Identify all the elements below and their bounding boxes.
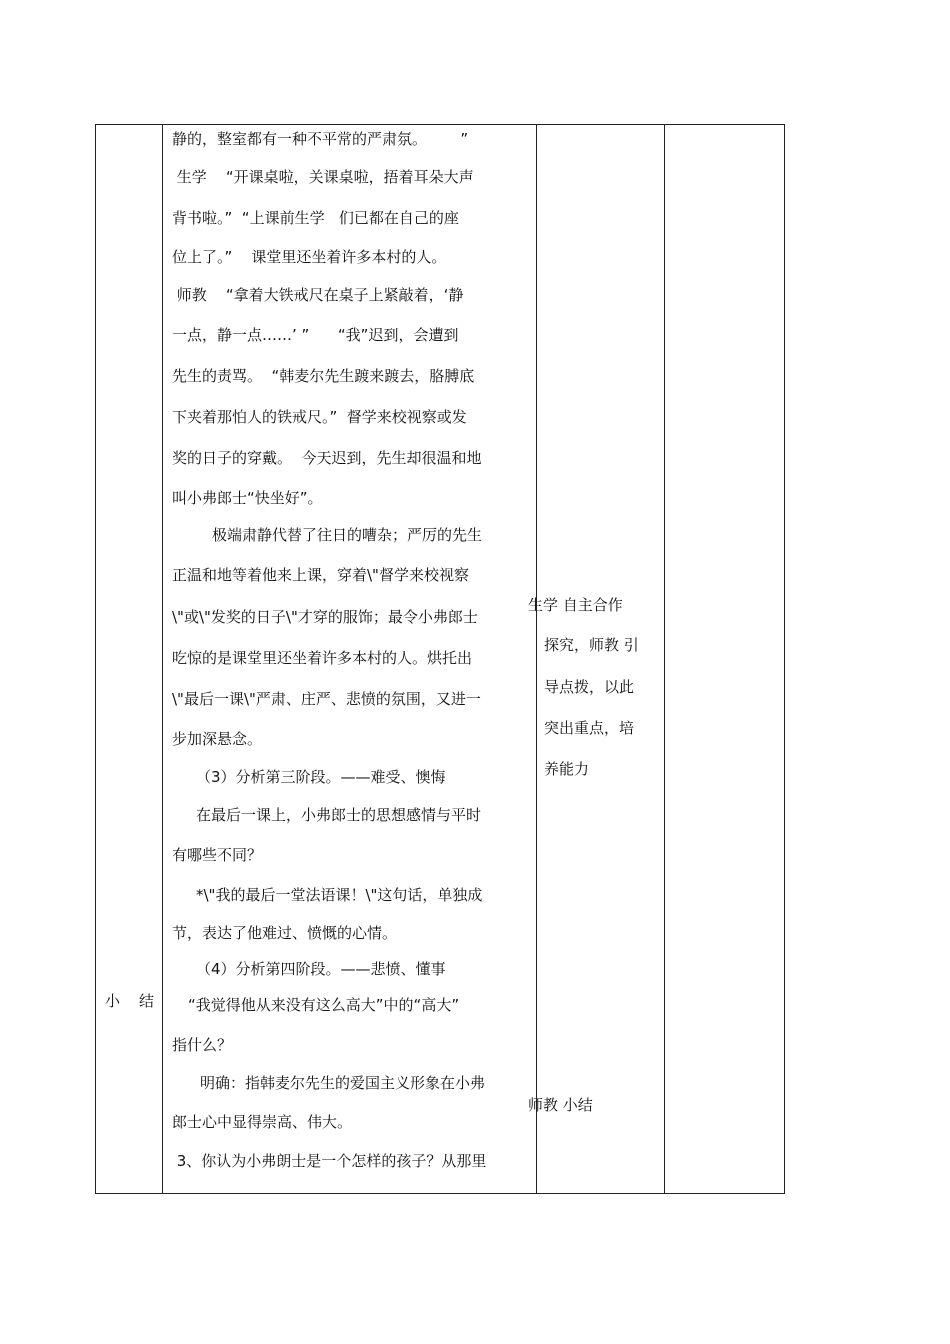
content-column	[162, 125, 536, 1193]
activity-line: 养能力	[544, 760, 590, 778]
content-line: 叫小弗郎士“快坐好”。	[172, 489, 323, 507]
content-line: 生学 “开课桌啦，关课桌啦，捂着耳朵大声	[172, 168, 474, 186]
content-line: 背书啦。” “上课前生学 们已都在自己的座	[172, 209, 459, 227]
content-line: 郎士心中显得崇高、伟大。	[172, 1113, 353, 1131]
content-line: 奖的日子的穿戴。 今天迟到，先生却很温和地	[172, 449, 482, 467]
content-line: 指什么？	[172, 1036, 233, 1054]
content-line: 步加深悬念。	[172, 730, 263, 748]
content-line: 正温和地等着他来上课，穿着\"督学来校视察	[172, 566, 469, 584]
content-line: 一点，静一点……’ ” “我”迟到，会遭到	[172, 326, 459, 344]
content-line: 节，表达了他难过、愤慨的心情。	[172, 924, 398, 942]
content-line: 静的，整室都有一种不平常的严肃氛。 ”	[172, 130, 469, 148]
content-line: （4）分析第四阶段。——悲愤、懂事	[196, 960, 446, 978]
content-line: 先生的责骂。 “韩麦尔先生踱来踱去，胳膊底	[172, 367, 475, 385]
content-line: 极端肃静代替了往日的嘈杂；严厉的先生	[212, 526, 483, 544]
content-line: \"最后一课\"严肃、庄严、悲愤的氛围，又进一	[172, 690, 481, 708]
stage-label: 小 结	[105, 992, 157, 1010]
content-line: 有哪些不同？	[172, 846, 263, 864]
lesson-plan-table	[95, 124, 785, 1194]
activity-line: 生学 自主合作	[528, 596, 623, 614]
content-line: 师教 “拿着大铁戒尺在桌子上紧敲着，‘静	[172, 286, 464, 304]
activity-line: 师教 小结	[528, 1096, 593, 1114]
activity-line: 导点拨，以此	[544, 678, 635, 696]
content-line: 在最后一课上，小弗郎士的思想感情与平时	[196, 806, 482, 824]
content-line: 下夹着那怕人的铁戒尺。” 督学来校视察或发	[172, 408, 467, 426]
content-line: （3）分析第三阶段。——难受、懊悔	[196, 768, 446, 786]
content-line: \"或\"发奖的日子\"才穿的服饰；最令小弗郎士	[172, 608, 478, 626]
activity-column	[528, 125, 664, 1193]
content-line: “我觉得他从来没有这么高大”中的“高大”	[188, 996, 460, 1014]
activity-line: 突出重点，培	[544, 719, 635, 737]
activity-line: 探究，师教 引	[544, 636, 639, 654]
stage-column	[96, 125, 162, 1193]
content-line: 明确：指韩麦尔先生的爱国主义形象在小弗	[200, 1074, 486, 1092]
notes-column	[664, 125, 786, 1193]
content-line: 3、你认为小弗朗士是一个怎样的孩子？从那里	[172, 1152, 487, 1170]
content-line: 吃惊的是课堂里还坐着许多本村的人。烘托出	[172, 649, 473, 667]
content-line: 位上了。” 课堂里还坐着许多本村的人。	[172, 248, 447, 266]
content-line: *\"我的最后一堂法语课！\"这句话，单独成	[196, 886, 483, 904]
